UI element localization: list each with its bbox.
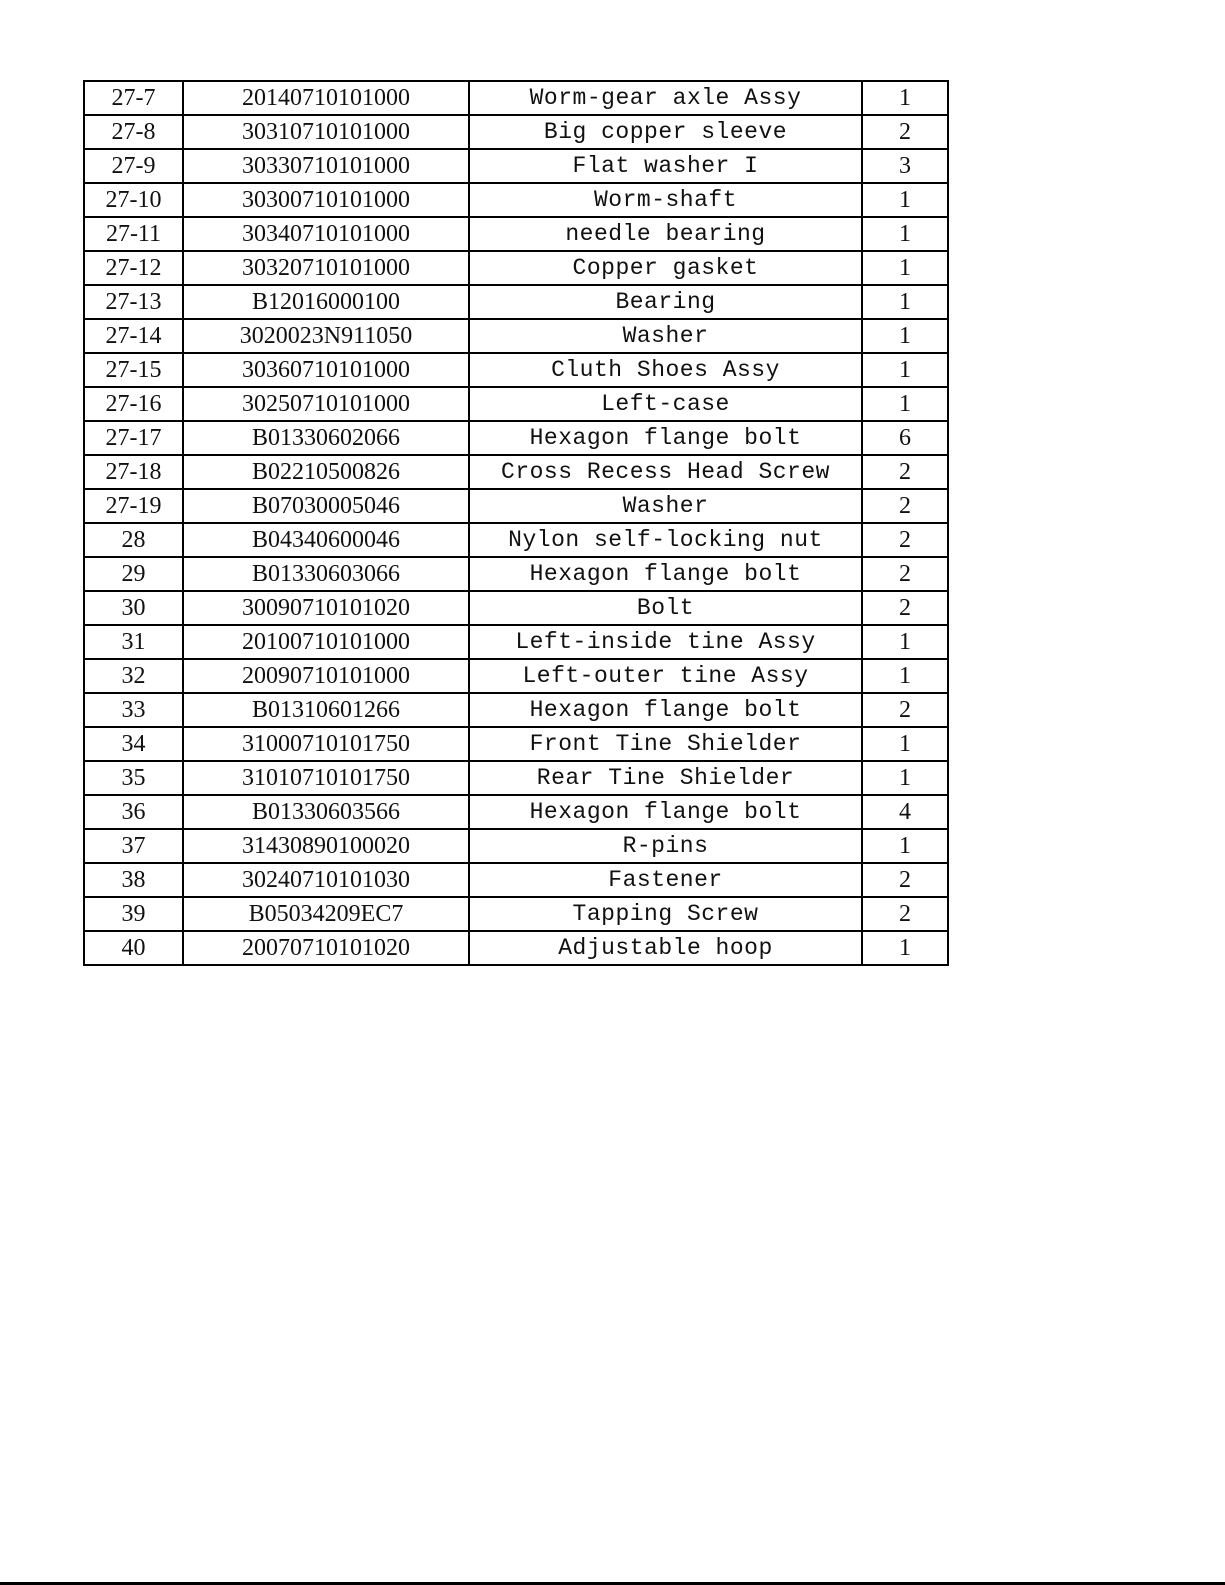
part-code-cell: 30340710101000 xyxy=(183,217,469,251)
part-description-cell: Cluth Shoes Assy xyxy=(469,353,862,387)
quantity-cell: 2 xyxy=(862,115,948,149)
table-row xyxy=(84,319,948,353)
table-row xyxy=(84,897,948,931)
table-row xyxy=(84,761,948,795)
part-number-cell: 27-14 xyxy=(84,319,183,353)
table-row xyxy=(84,523,948,557)
part-code-cell: 20090710101000 xyxy=(183,659,469,693)
part-code-cell: 30250710101000 xyxy=(183,387,469,421)
part-number-cell: 27-7 xyxy=(84,81,183,115)
table-row xyxy=(84,693,948,727)
part-code-cell: 30300710101000 xyxy=(183,183,469,217)
part-number-cell: 27-10 xyxy=(84,183,183,217)
part-description-cell: Hexagon flange bolt xyxy=(469,795,862,829)
part-code-cell: 30240710101030 xyxy=(183,863,469,897)
quantity-cell: 1 xyxy=(862,285,948,319)
quantity-cell: 2 xyxy=(862,693,948,727)
quantity-cell: 1 xyxy=(862,387,948,421)
part-code-cell: B12016000100 xyxy=(183,285,469,319)
part-number-cell: 27-19 xyxy=(84,489,183,523)
table-row xyxy=(84,285,948,319)
part-code-cell: B05034209EC7 xyxy=(183,897,469,931)
part-code-cell: 30320710101000 xyxy=(183,251,469,285)
quantity-cell: 1 xyxy=(862,931,948,965)
parts-table xyxy=(83,80,949,966)
part-number-cell: 39 xyxy=(84,897,183,931)
part-number-cell: 27-12 xyxy=(84,251,183,285)
quantity-cell: 1 xyxy=(862,659,948,693)
part-code-cell: 30330710101000 xyxy=(183,149,469,183)
table-row xyxy=(84,863,948,897)
part-description-cell: Fastener xyxy=(469,863,862,897)
part-number-cell: 31 xyxy=(84,625,183,659)
quantity-cell: 2 xyxy=(862,455,948,489)
part-number-cell: 27-8 xyxy=(84,115,183,149)
quantity-cell: 2 xyxy=(862,523,948,557)
part-code-cell: B02210500826 xyxy=(183,455,469,489)
quantity-cell: 6 xyxy=(862,421,948,455)
part-description-cell: Left-inside tine Assy xyxy=(469,625,862,659)
part-number-cell: 27-16 xyxy=(84,387,183,421)
part-description-cell: Hexagon flange bolt xyxy=(469,693,862,727)
table-row xyxy=(84,387,948,421)
part-number-cell: 27-13 xyxy=(84,285,183,319)
table-row xyxy=(84,727,948,761)
table-row xyxy=(84,829,948,863)
table-row xyxy=(84,149,948,183)
table-row xyxy=(84,251,948,285)
part-number-cell: 27-17 xyxy=(84,421,183,455)
part-number-cell: 27-9 xyxy=(84,149,183,183)
part-description-cell: Tapping Screw xyxy=(469,897,862,931)
part-code-cell: B04340600046 xyxy=(183,523,469,557)
quantity-cell: 2 xyxy=(862,591,948,625)
part-code-cell: B01330603066 xyxy=(183,557,469,591)
part-description-cell: Left-case xyxy=(469,387,862,421)
part-description-cell: R-pins xyxy=(469,829,862,863)
quantity-cell: 2 xyxy=(862,489,948,523)
quantity-cell: 1 xyxy=(862,625,948,659)
part-code-cell: 20100710101000 xyxy=(183,625,469,659)
part-description-cell: Bolt xyxy=(469,591,862,625)
part-description-cell: Cross Recess Head Screw xyxy=(469,455,862,489)
quantity-cell: 1 xyxy=(862,217,948,251)
part-code-cell: 30360710101000 xyxy=(183,353,469,387)
part-description-cell: Left-outer tine Assy xyxy=(469,659,862,693)
table-row xyxy=(84,455,948,489)
part-code-cell: 3020023N911050 xyxy=(183,319,469,353)
table-row xyxy=(84,81,948,115)
part-description-cell: Rear Tine Shielder xyxy=(469,761,862,795)
part-description-cell: Washer xyxy=(469,319,862,353)
quantity-cell: 1 xyxy=(862,761,948,795)
quantity-cell: 1 xyxy=(862,727,948,761)
quantity-cell: 1 xyxy=(862,353,948,387)
table-row xyxy=(84,353,948,387)
table-row xyxy=(84,183,948,217)
part-description-cell: Big copper sleeve xyxy=(469,115,862,149)
part-number-cell: 30 xyxy=(84,591,183,625)
part-code-cell: 31010710101750 xyxy=(183,761,469,795)
quantity-cell: 1 xyxy=(862,81,948,115)
quantity-cell: 2 xyxy=(862,557,948,591)
table-row xyxy=(84,217,948,251)
part-code-cell: 31430890100020 xyxy=(183,829,469,863)
table-row xyxy=(84,625,948,659)
table-row xyxy=(84,795,948,829)
part-number-cell: 27-18 xyxy=(84,455,183,489)
table-row xyxy=(84,659,948,693)
part-code-cell: 31000710101750 xyxy=(183,727,469,761)
quantity-cell: 1 xyxy=(862,319,948,353)
part-code-cell: 20140710101000 xyxy=(183,81,469,115)
part-number-cell: 29 xyxy=(84,557,183,591)
part-code-cell: B01330602066 xyxy=(183,421,469,455)
part-number-cell: 36 xyxy=(84,795,183,829)
table-row xyxy=(84,557,948,591)
part-description-cell: Bearing xyxy=(469,285,862,319)
table-row xyxy=(84,421,948,455)
quantity-cell: 3 xyxy=(862,149,948,183)
part-code-cell: 20070710101020 xyxy=(183,931,469,965)
part-number-cell: 37 xyxy=(84,829,183,863)
quantity-cell: 1 xyxy=(862,829,948,863)
part-number-cell: 27-15 xyxy=(84,353,183,387)
part-number-cell: 35 xyxy=(84,761,183,795)
table-row xyxy=(84,489,948,523)
table-row xyxy=(84,931,948,965)
table-row xyxy=(84,591,948,625)
part-number-cell: 27-11 xyxy=(84,217,183,251)
part-code-cell: 30310710101000 xyxy=(183,115,469,149)
part-description-cell: needle bearing xyxy=(469,217,862,251)
part-number-cell: 28 xyxy=(84,523,183,557)
quantity-cell: 1 xyxy=(862,183,948,217)
part-description-cell: Front Tine Shielder xyxy=(469,727,862,761)
part-code-cell: B01310601266 xyxy=(183,693,469,727)
part-code-cell: B01330603566 xyxy=(183,795,469,829)
part-number-cell: 33 xyxy=(84,693,183,727)
part-number-cell: 38 xyxy=(84,863,183,897)
quantity-cell: 2 xyxy=(862,897,948,931)
part-description-cell: Adjustable hoop xyxy=(469,931,862,965)
part-description-cell: Hexagon flange bolt xyxy=(469,557,862,591)
parts-table-body xyxy=(84,81,948,965)
part-number-cell: 40 xyxy=(84,931,183,965)
part-code-cell: B07030005046 xyxy=(183,489,469,523)
part-description-cell: Copper gasket xyxy=(469,251,862,285)
quantity-cell: 4 xyxy=(862,795,948,829)
part-description-cell: Nylon self-locking nut xyxy=(469,523,862,557)
part-description-cell: Flat washer I xyxy=(469,149,862,183)
part-code-cell: 30090710101020 xyxy=(183,591,469,625)
quantity-cell: 2 xyxy=(862,863,948,897)
part-description-cell: Washer xyxy=(469,489,862,523)
quantity-cell: 1 xyxy=(862,251,948,285)
part-description-cell: Worm-gear axle Assy xyxy=(469,81,862,115)
part-description-cell: Hexagon flange bolt xyxy=(469,421,862,455)
table-row xyxy=(84,115,948,149)
part-number-cell: 34 xyxy=(84,727,183,761)
part-description-cell: Worm-shaft xyxy=(469,183,862,217)
part-number-cell: 32 xyxy=(84,659,183,693)
